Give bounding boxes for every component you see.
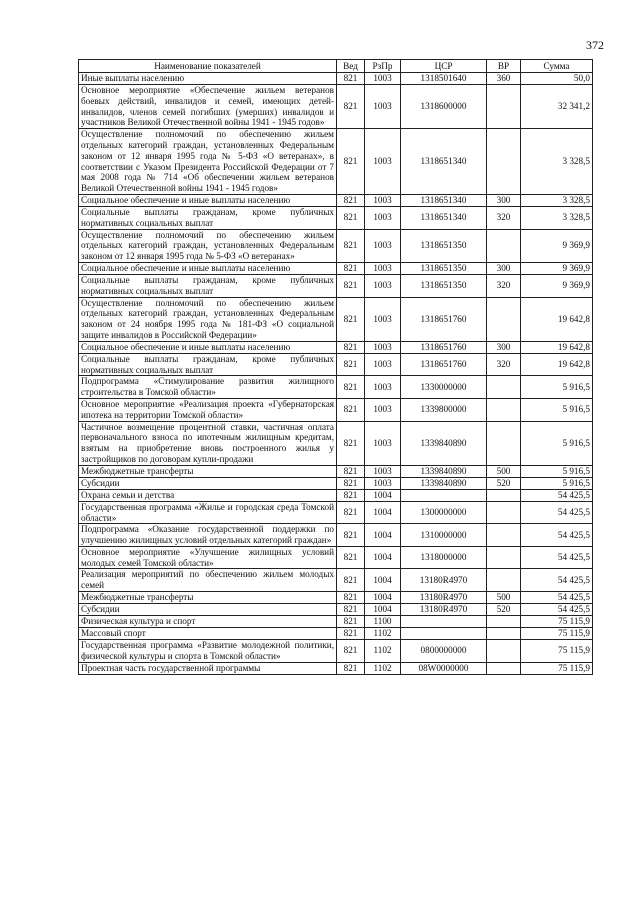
row-sum-cell: 50,0	[521, 73, 593, 85]
header-rzpr: РзПр	[365, 60, 401, 73]
table-row	[79, 85, 593, 129]
row-sum-cell: 19 642,8	[521, 297, 593, 341]
table-body	[79, 73, 593, 675]
row-csr-cell: 1318501640	[401, 73, 487, 85]
table-row	[79, 640, 593, 663]
row-csr-cell: 1318651340	[401, 129, 487, 195]
row-csr-cell: 1339800000	[401, 398, 487, 421]
row-name-cell: Основное мероприятие «Улучшение жилищных условий молодых семей Томской области»	[79, 546, 337, 569]
header-name: Наименование показателей	[79, 60, 337, 73]
row-rzpr-cell: 1003	[365, 229, 401, 262]
row-csr-cell: 1339840890	[401, 477, 487, 489]
row-csr-cell: 13180R4970	[401, 569, 487, 592]
row-vr-cell	[487, 616, 521, 628]
row-ved-cell: 821	[337, 477, 365, 489]
row-csr-cell: 1318651760	[401, 341, 487, 353]
row-csr-cell: 1318600000	[401, 85, 487, 129]
row-rzpr-cell: 1004	[365, 592, 401, 604]
row-csr-cell: 1330000000	[401, 376, 487, 399]
row-rzpr-cell: 1003	[365, 421, 401, 465]
header-ved: Вед	[337, 60, 365, 73]
row-sum-cell: 3 328,5	[521, 206, 593, 229]
row-sum-cell: 54 425,5	[521, 489, 593, 501]
table-row	[79, 353, 593, 376]
row-rzpr-cell: 1003	[365, 129, 401, 195]
row-vr-cell	[487, 524, 521, 547]
row-ved-cell: 821	[337, 274, 365, 297]
row-sum-cell: 19 642,8	[521, 341, 593, 353]
row-name-cell: Осуществление полномочий по обеспечению жильем отдельных категорий граждан, установленных Федеральным законом от 12 января 1995 года № 5-ФЗ «О ветеранах», в соответствии с Указом Президента Российской Федерации от 7 мая 2008 года № 714 «Об обеспечении жильем ветеранов Великой Отечественной войны 1941 - 1945 годов»	[79, 129, 337, 195]
table-row	[79, 616, 593, 628]
row-rzpr-cell: 1003	[365, 194, 401, 206]
row-ved-cell: 821	[337, 592, 365, 604]
table-row	[79, 274, 593, 297]
row-sum-cell: 3 328,5	[521, 194, 593, 206]
row-vr-cell	[487, 376, 521, 399]
row-csr-cell	[401, 628, 487, 640]
page-number: 372	[586, 38, 604, 52]
row-ved-cell: 821	[337, 194, 365, 206]
table-row	[79, 129, 593, 195]
row-name-cell: Основное мероприятие «Обеспечение жильем ветеранов боевых действий, инвалидов и семей, имеющих детей-инвалидов, членов семей погибших (умерших) инвалидов и участников Великой Отечественной войны 1941 - 1945 годов»	[79, 85, 337, 129]
row-rzpr-cell: 1003	[365, 376, 401, 399]
table-row	[79, 341, 593, 353]
row-ved-cell: 821	[337, 297, 365, 341]
row-ved-cell: 821	[337, 546, 365, 569]
row-vr-cell	[487, 569, 521, 592]
row-ved-cell: 821	[337, 662, 365, 674]
row-sum-cell: 5 916,5	[521, 477, 593, 489]
row-rzpr-cell: 1003	[365, 341, 401, 353]
row-ved-cell: 821	[337, 465, 365, 477]
row-vr-cell: 500	[487, 465, 521, 477]
row-vr-cell	[487, 501, 521, 524]
row-rzpr-cell: 1003	[365, 398, 401, 421]
row-vr-cell	[487, 662, 521, 674]
row-ved-cell: 821	[337, 376, 365, 399]
row-rzpr-cell: 1003	[365, 274, 401, 297]
row-vr-cell: 360	[487, 73, 521, 85]
row-name-cell: Частичное возмещение процентной ставки, частичная оплата первоначального взноса по ипотечным жилищным кредитам, взятым на приобретение вновь построенного жилья у застройщиков по договорам купли-продажи	[79, 421, 337, 465]
table-row	[79, 501, 593, 524]
table-row	[79, 604, 593, 616]
row-sum-cell: 54 425,5	[521, 592, 593, 604]
row-name-cell: Проектная часть государственной программы	[79, 662, 337, 674]
row-ved-cell: 821	[337, 85, 365, 129]
table-row	[79, 73, 593, 85]
row-sum-cell: 75 115,9	[521, 616, 593, 628]
row-rzpr-cell: 1003	[365, 465, 401, 477]
row-name-cell: Социальное обеспечение и иные выплаты населению	[79, 262, 337, 274]
row-csr-cell: 1318651350	[401, 262, 487, 274]
row-rzpr-cell: 1003	[365, 73, 401, 85]
table-row	[79, 421, 593, 465]
row-csr-cell: 08W0000000	[401, 662, 487, 674]
row-vr-cell: 520	[487, 477, 521, 489]
row-vr-cell: 320	[487, 206, 521, 229]
table-row	[79, 592, 593, 604]
row-ved-cell: 821	[337, 604, 365, 616]
table-row	[79, 229, 593, 262]
header-vr: ВР	[487, 60, 521, 73]
table-row	[79, 489, 593, 501]
row-vr-cell	[487, 546, 521, 569]
row-rzpr-cell: 1003	[365, 353, 401, 376]
header-csr: ЦСР	[401, 60, 487, 73]
row-vr-cell: 320	[487, 353, 521, 376]
row-rzpr-cell: 1003	[365, 477, 401, 489]
row-sum-cell: 9 369,9	[521, 262, 593, 274]
row-rzpr-cell: 1004	[365, 546, 401, 569]
row-name-cell: Межбюджетные трансферты	[79, 465, 337, 477]
row-sum-cell: 75 115,9	[521, 628, 593, 640]
row-csr-cell: 1318651760	[401, 297, 487, 341]
row-ved-cell: 821	[337, 129, 365, 195]
table-row	[79, 524, 593, 547]
row-name-cell: Охрана семьи и детства	[79, 489, 337, 501]
row-ved-cell: 821	[337, 489, 365, 501]
row-csr-cell: 1339840890	[401, 465, 487, 477]
table-row	[79, 465, 593, 477]
row-sum-cell: 5 916,5	[521, 376, 593, 399]
row-ved-cell: 821	[337, 640, 365, 663]
row-sum-cell: 9 369,9	[521, 274, 593, 297]
row-name-cell: Социальное обеспечение и иные выплаты населению	[79, 194, 337, 206]
row-sum-cell: 75 115,9	[521, 662, 593, 674]
row-ved-cell: 821	[337, 569, 365, 592]
row-name-cell: Социальные выплаты гражданам, кроме публичных нормативных социальных выплат	[79, 274, 337, 297]
row-ved-cell: 821	[337, 501, 365, 524]
row-vr-cell	[487, 129, 521, 195]
row-name-cell: Физическая культура и спорт	[79, 616, 337, 628]
row-rzpr-cell: 1003	[365, 85, 401, 129]
row-ved-cell: 821	[337, 341, 365, 353]
table-row	[79, 628, 593, 640]
row-csr-cell: 1318651340	[401, 194, 487, 206]
row-sum-cell: 75 115,9	[521, 640, 593, 663]
table-row	[79, 662, 593, 674]
row-ved-cell: 821	[337, 206, 365, 229]
row-ved-cell: 821	[337, 398, 365, 421]
row-csr-cell	[401, 616, 487, 628]
row-rzpr-cell: 1004	[365, 489, 401, 501]
row-sum-cell: 32 341,2	[521, 85, 593, 129]
table-row	[79, 546, 593, 569]
row-ved-cell: 821	[337, 421, 365, 465]
row-name-cell: Субсидии	[79, 604, 337, 616]
row-vr-cell	[487, 628, 521, 640]
row-ved-cell: 821	[337, 262, 365, 274]
row-sum-cell: 54 425,5	[521, 546, 593, 569]
table-row	[79, 206, 593, 229]
row-name-cell: Массовый спорт	[79, 628, 337, 640]
header-sum: Сумма	[521, 60, 593, 73]
row-csr-cell: 1300000000	[401, 501, 487, 524]
row-sum-cell: 54 425,5	[521, 501, 593, 524]
row-vr-cell	[487, 297, 521, 341]
row-rzpr-cell: 1102	[365, 662, 401, 674]
row-csr-cell: 1339840890	[401, 421, 487, 465]
row-name-cell: Иные выплаты населению	[79, 73, 337, 85]
row-name-cell: Осуществление полномочий по обеспечению жильем отдельных категорий граждан, установленных Федеральным законом от 12 января 1995 года № 5-ФЗ «О ветеранах»	[79, 229, 337, 262]
row-name-cell: Социальное обеспечение и иные выплаты населению	[79, 341, 337, 353]
row-name-cell: Реализация мероприятий по обеспечению жильем молодых семей	[79, 569, 337, 592]
row-csr-cell: 1318651760	[401, 353, 487, 376]
table-row	[79, 297, 593, 341]
row-ved-cell: 821	[337, 229, 365, 262]
row-csr-cell: 0800000000	[401, 640, 487, 663]
row-vr-cell: 320	[487, 274, 521, 297]
row-rzpr-cell: 1004	[365, 569, 401, 592]
row-name-cell: Подпрограмма «Стимулирование развития жилищного строительства в Томской области»	[79, 376, 337, 399]
row-vr-cell: 520	[487, 604, 521, 616]
row-sum-cell: 19 642,8	[521, 353, 593, 376]
row-rzpr-cell: 1003	[365, 297, 401, 341]
row-name-cell: Подпрограмма «Оказание государственной поддержки по улучшению жилищных условий отдельных категорий граждан»	[79, 524, 337, 547]
row-vr-cell	[487, 421, 521, 465]
row-name-cell: Субсидии	[79, 477, 337, 489]
row-csr-cell: 13180R4970	[401, 604, 487, 616]
row-sum-cell: 5 916,5	[521, 421, 593, 465]
row-rzpr-cell: 1102	[365, 628, 401, 640]
row-ved-cell: 821	[337, 353, 365, 376]
row-ved-cell: 821	[337, 524, 365, 547]
row-ved-cell: 821	[337, 616, 365, 628]
table-row	[79, 398, 593, 421]
row-csr-cell: 1318000000	[401, 546, 487, 569]
row-name-cell: Межбюджетные трансферты	[79, 592, 337, 604]
table-row	[79, 194, 593, 206]
row-csr-cell: 1318651340	[401, 206, 487, 229]
row-csr-cell	[401, 489, 487, 501]
row-rzpr-cell: 1100	[365, 616, 401, 628]
row-vr-cell	[487, 398, 521, 421]
table-row	[79, 477, 593, 489]
row-ved-cell: 821	[337, 628, 365, 640]
row-sum-cell: 54 425,5	[521, 604, 593, 616]
row-rzpr-cell: 1004	[365, 524, 401, 547]
row-sum-cell: 9 369,9	[521, 229, 593, 262]
row-sum-cell: 54 425,5	[521, 569, 593, 592]
row-name-cell: Основное мероприятие «Реализация проекта «Губернаторская ипотека на территории Томской области»	[79, 398, 337, 421]
row-csr-cell: 1318651350	[401, 274, 487, 297]
table-row	[79, 569, 593, 592]
row-vr-cell: 300	[487, 341, 521, 353]
table-row	[79, 376, 593, 399]
row-sum-cell: 5 916,5	[521, 465, 593, 477]
row-name-cell: Государственная программа «Развитие молодежной политики, физической культуры и спорта в Томской области»	[79, 640, 337, 663]
row-csr-cell: 1318651350	[401, 229, 487, 262]
row-vr-cell	[487, 229, 521, 262]
row-rzpr-cell: 1102	[365, 640, 401, 663]
row-vr-cell	[487, 85, 521, 129]
row-rzpr-cell: 1003	[365, 262, 401, 274]
row-rzpr-cell: 1004	[365, 604, 401, 616]
row-sum-cell: 54 425,5	[521, 524, 593, 547]
row-csr-cell: 1310000000	[401, 524, 487, 547]
budget-table	[78, 59, 593, 675]
row-ved-cell: 821	[337, 73, 365, 85]
row-vr-cell	[487, 640, 521, 663]
row-name-cell: Социальные выплаты гражданам, кроме публичных нормативных социальных выплат	[79, 206, 337, 229]
row-sum-cell: 5 916,5	[521, 398, 593, 421]
row-name-cell: Государственная программа «Жилье и городская среда Томской области»	[79, 501, 337, 524]
row-vr-cell: 300	[487, 194, 521, 206]
row-rzpr-cell: 1004	[365, 501, 401, 524]
row-vr-cell: 300	[487, 262, 521, 274]
row-sum-cell: 3 328,5	[521, 129, 593, 195]
row-vr-cell: 500	[487, 592, 521, 604]
table-row	[79, 262, 593, 274]
row-vr-cell	[487, 489, 521, 501]
row-csr-cell: 13180R4970	[401, 592, 487, 604]
row-name-cell: Социальные выплаты гражданам, кроме публичных нормативных социальных выплат	[79, 353, 337, 376]
row-name-cell: Осуществление полномочий по обеспечению жильем отдельных категорий граждан, установленных Федеральным законом от 24 ноября 1995 года № 181-ФЗ «О социальной защите инвалидов в Российской Федерации»	[79, 297, 337, 341]
table-header-row	[79, 60, 593, 73]
row-rzpr-cell: 1003	[365, 206, 401, 229]
